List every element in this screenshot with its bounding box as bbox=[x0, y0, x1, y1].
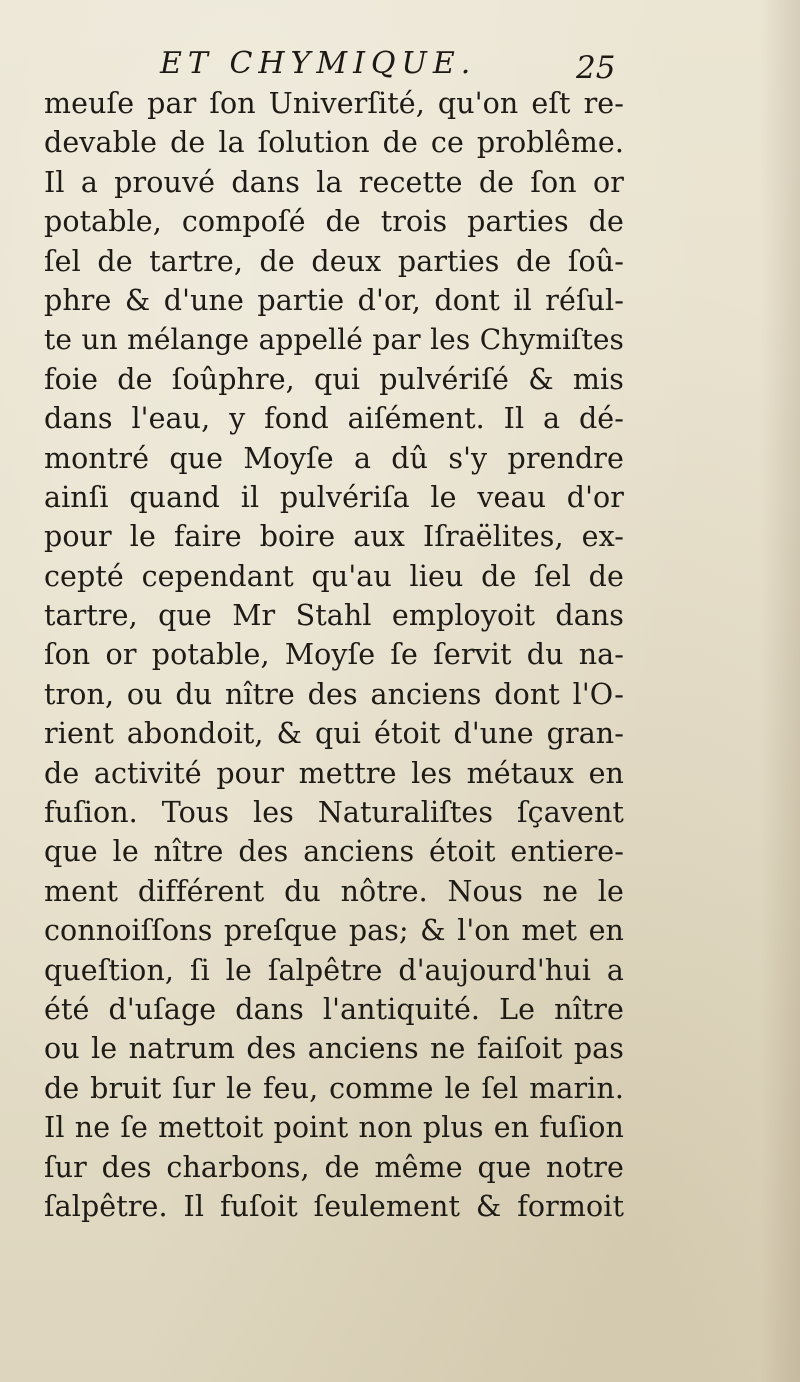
body-text bbox=[44, 84, 624, 1226]
text-line: Il ne ſe mettoit point non plus en fuſion bbox=[44, 1111, 624, 1145]
text-line: phre & d'une partie d'or, dont il réſul- bbox=[44, 283, 624, 317]
text-line: Il a prouvé dans la recette de ſon or bbox=[44, 165, 624, 199]
text-line: ſur des charbons, de même que notre bbox=[44, 1150, 624, 1184]
text-line: ou le natrum des anciens ne faiſoit pas bbox=[44, 1032, 624, 1066]
text-line: de activité pour mettre les métaux en bbox=[44, 756, 624, 790]
text-line: rient abondoit, & qui étoit d'une gran- bbox=[44, 717, 624, 751]
text-line: potable, compoſé de trois parties de bbox=[44, 205, 624, 239]
text-line: ainſi quand il pulvériſa le veau d'or bbox=[44, 480, 624, 514]
text-line: ment différent du nôtre. Nous ne le bbox=[44, 874, 624, 908]
page-number: 25 bbox=[576, 50, 616, 86]
text-line: ſon or potable, Moyſe ſe ſervit du na- bbox=[44, 638, 624, 672]
text-line: connoiſſons preſque pas; & l'on met en bbox=[44, 914, 624, 948]
running-head: ET CHYMIQUE. bbox=[160, 46, 477, 81]
text-line: ſel de tartre, de deux parties de ſoû- bbox=[44, 244, 624, 278]
text-line: tron, ou du nître des anciens dont l'O- bbox=[44, 677, 624, 711]
text-line: devable de la ſolution de ce problême. bbox=[44, 126, 624, 160]
text-line: queſtion, ſi le ſalpêtre d'aujourd'hui a bbox=[44, 953, 624, 987]
text-line: de bruit ſur le feu, comme le ſel marin. bbox=[44, 1071, 624, 1105]
text-line: que le nître des anciens étoit entiere- bbox=[44, 835, 624, 869]
text-line: cepté cependant qu'au lieu de ſel de bbox=[44, 559, 624, 593]
text-line: fuſion. Tous les Naturaliſtes ſçavent bbox=[44, 796, 624, 830]
text-line: meuſe par ſon Univerſité, qu'on eſt re- bbox=[44, 87, 624, 120]
text-line: ſalpêtre. Il fuſoit ſeulement & formoit bbox=[44, 1189, 624, 1223]
text-line: pour le faire boire aux Iſraëlites, ex- bbox=[44, 520, 624, 554]
text-line: tartre, que Mr Stahl employoit dans bbox=[44, 599, 624, 633]
text-line: foie de ſoûphre, qui pulvériſé & mis bbox=[44, 362, 624, 396]
page-edge-shadow bbox=[760, 0, 800, 1382]
text-line: dans l'eau, y fond aiſément. Il a dé- bbox=[44, 402, 624, 436]
text-line: montré que Moyſe a dû s'y prendre bbox=[44, 441, 624, 475]
text-line: te un mélange appellé par les Chymiſtes bbox=[44, 323, 624, 357]
text-line: été d'uſage dans l'antiquité. Le nître bbox=[44, 992, 624, 1026]
